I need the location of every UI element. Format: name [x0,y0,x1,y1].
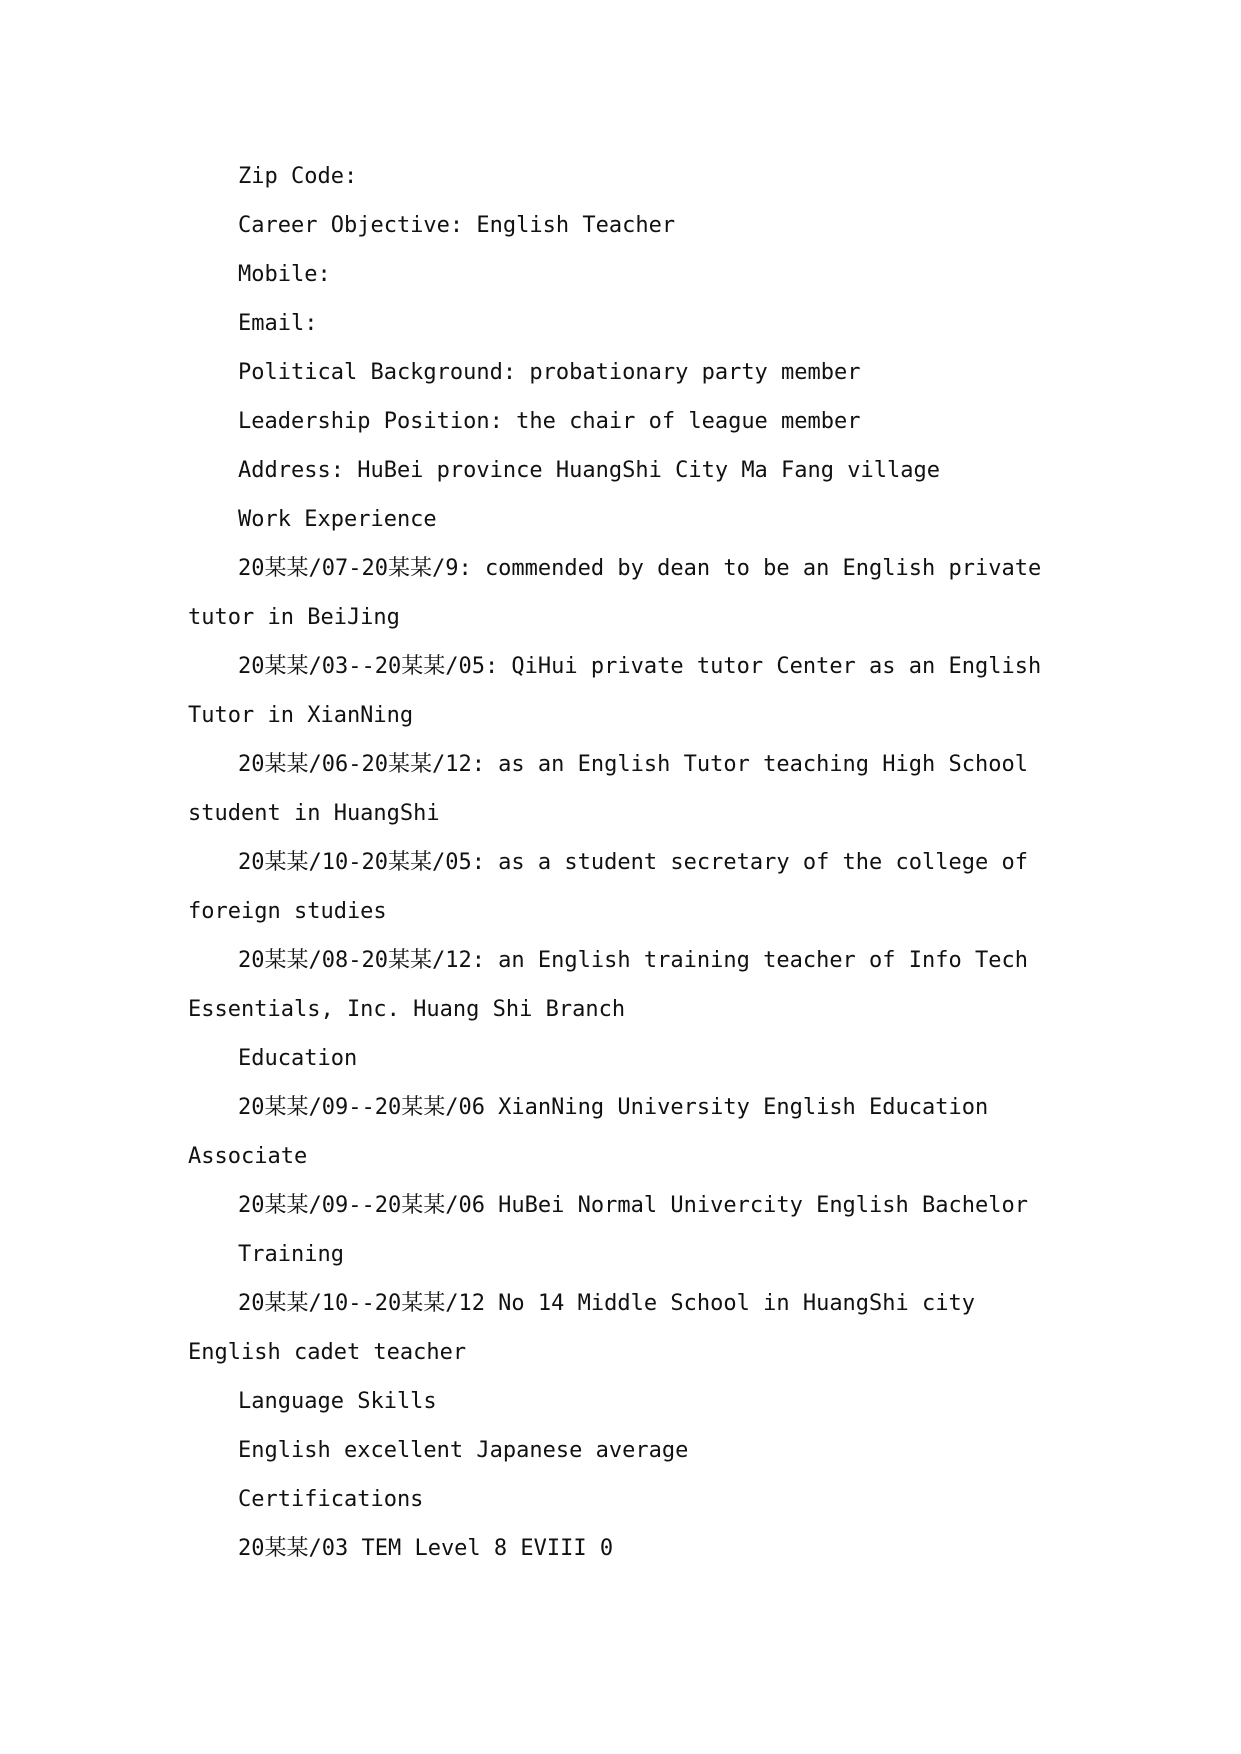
certifications-heading: Certifications [238,1487,424,1512]
email-line: Email: [238,311,318,336]
political-background-line: Political Background: probationary party member [238,360,861,385]
work-experience-heading: Work Experience [238,507,437,532]
education-item-1-line-2: Associate [188,1144,308,1169]
work-item-2-line-2: Tutor in XianNing [188,703,414,728]
work-item-4-line-1: 20某某/10-20某某/05: as a student secretary of the college of [238,850,1028,875]
leadership-position-line: Leadership Position: the chair of league member [238,409,861,434]
work-item-1-line-2: tutor in BeiJing [188,605,400,630]
work-item-5-line-2: Essentials, Inc. Huang Shi Branch [188,997,626,1022]
education-item-2-line-1: 20某某/09--20某某/06 HuBei Normal Univercity English Bachelor [238,1193,1028,1218]
work-item-5-line-1: 20某某/08-20某某/12: an English training teacher of Info Tech [238,948,1028,973]
work-item-4-line-2: foreign studies [188,899,387,924]
certification-item-line: 20某某/03 TEM Level 8 EVIII 0 [238,1536,614,1561]
zip-code-line: Zip Code: [238,164,358,189]
training-item-line-1: 20某某/10--20某某/12 No 14 Middle School in HuangShi city [238,1291,976,1316]
education-heading: Education [238,1046,358,1071]
mobile-line: Mobile: [238,262,331,287]
resume-text [188,152,1048,1573]
language-skills-heading: Language Skills [238,1389,437,1414]
career-objective-line: Career Objective: English Teacher [238,213,676,238]
work-item-3-line-1: 20某某/06-20某某/12: as an English Tutor teaching High School [238,752,1028,777]
work-item-3-line-2: student in HuangShi [188,801,440,826]
education-item-1-line-1: 20某某/09--20某某/06 XianNing University English Education [238,1095,989,1120]
address-line: Address: HuBei province HuangShi City Ma Fang village [238,458,940,483]
work-item-2-line-1: 20某某/03--20某某/05: QiHui private tutor Center as an English [238,654,1042,679]
training-heading: Training [238,1242,344,1267]
training-item-line-2: English cadet teacher [188,1340,467,1365]
work-item-1-line-1: 20某某/07-20某某/9: commended by dean to be an English private [238,556,1042,581]
language-skills-line: English excellent Japanese average [238,1438,689,1463]
